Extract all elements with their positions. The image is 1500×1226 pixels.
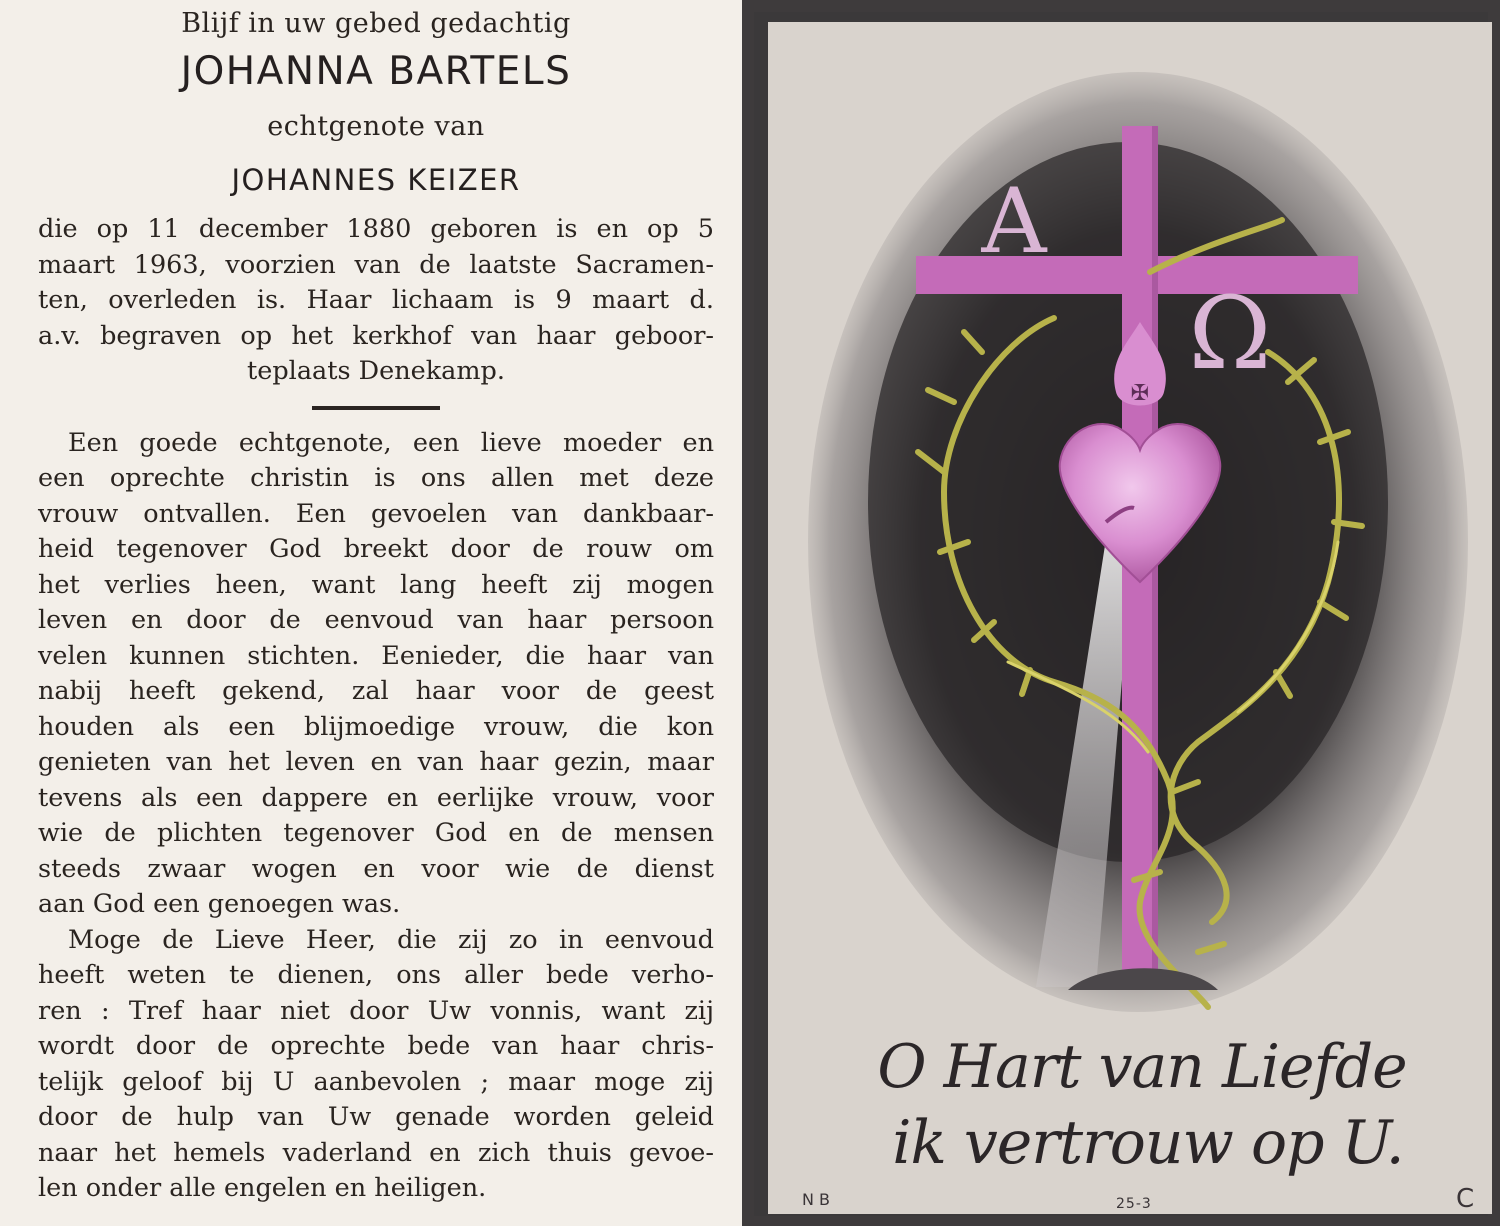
prayer-line: wordt door de oprechte bede van haar chris- <box>38 1031 714 1061</box>
printer-monogram-left: N B <box>802 1190 831 1209</box>
bio-line: ten, overleden is. Haar lichaam is 9 maart d. <box>38 285 714 315</box>
prayer-line: door de hulp van Uw genade worden geleid <box>38 1102 714 1132</box>
section-divider <box>312 406 440 410</box>
printer-monogram-right: C <box>1456 1184 1475 1214</box>
intro-line: Blijf in uw gebed gedachtig <box>181 8 571 39</box>
tribute-line: houden als een blijmoedige vrouw, die kon <box>38 711 714 742</box>
sacred-heart-card <box>768 22 1492 1214</box>
tribute-line: leven en door de eenvoud van haar persoon <box>38 605 714 635</box>
spouse-label: echtgenote van <box>267 111 485 142</box>
omega-glyph: Ω <box>1188 275 1272 392</box>
bio-line: teplaats Denekamp. <box>247 356 505 386</box>
image-frame <box>754 12 1488 1216</box>
memorial-text-panel <box>0 0 742 1226</box>
memorial-text-column <box>38 0 714 1207</box>
tribute-line: vrouw ontvallen. Een gevoelen van dankbaar- <box>38 498 714 529</box>
prayer-line: naar het hemels vaderland en zich thuis gevoe- <box>38 1137 714 1168</box>
cross-emblem-icon: ✠ <box>1130 381 1150 406</box>
motto-line-2: ik vertrouw op U. <box>892 1108 1404 1178</box>
biography-paragraph <box>38 212 714 390</box>
devotional-image-panel <box>742 0 1500 1226</box>
tribute-line: Een goede echtgenote, een lieve moeder en <box>68 427 714 458</box>
tribute-line: een oprechte christin is ons allen met deze <box>38 463 714 493</box>
tribute-line: genieten van het leven en van haar gezin, maar <box>38 747 714 777</box>
tribute-paragraph <box>38 426 714 923</box>
tribute-line: tevens als een dappere en eerlijke vrouw, voor <box>38 782 714 813</box>
deceased-name: JOHANNA BARTELS <box>180 49 572 94</box>
spouse-name: JOHANNES KEIZER <box>231 163 521 197</box>
prayer-line: Moge de Lieve Heer, die zij zo in eenvoud <box>68 924 714 955</box>
tribute-line: steeds zwaar wogen en voor wie de dienst <box>38 853 714 884</box>
tribute-line: nabij heeft gekend, zal haar voor de geest <box>38 676 714 706</box>
alpha-glyph: A <box>981 169 1047 274</box>
bio-line: maart 1963, voorzien van de laatste Sacramen- <box>38 249 714 280</box>
bio-line: die op 11 december 1880 geboren is en op 5 <box>38 214 714 244</box>
tribute-line: het verlies heen, want lang heeft zij mogen <box>38 569 714 600</box>
tribute-line: heid tegenover God breekt door de rouw om <box>38 534 714 564</box>
prayer-line: heeft weten te dienen, ons aller bede verho- <box>38 960 714 990</box>
prayer-line: len onder alle engelen en heiligen. <box>38 1173 487 1203</box>
bio-line: a.v. begraven op het kerkhof van haar geboor- <box>38 320 714 351</box>
tribute-line: wie de plichten tegenover God en de mensen <box>38 818 714 848</box>
prayer-line: telijk geloof bij U aanbevolen ; maar moge zij <box>38 1066 714 1097</box>
prayer-paragraph <box>38 923 714 1207</box>
tribute-line: velen kunnen stichten. Eenieder, die haar van <box>38 640 714 671</box>
tribute-line: aan God een genoegen was. <box>38 889 401 919</box>
print-code: 25-3 <box>1116 1196 1152 1212</box>
motto-line-1: O Hart van Liefde <box>877 1032 1407 1102</box>
prayer-line: ren : Tref haar niet door Uw vonnis, want zij <box>38 995 714 1026</box>
